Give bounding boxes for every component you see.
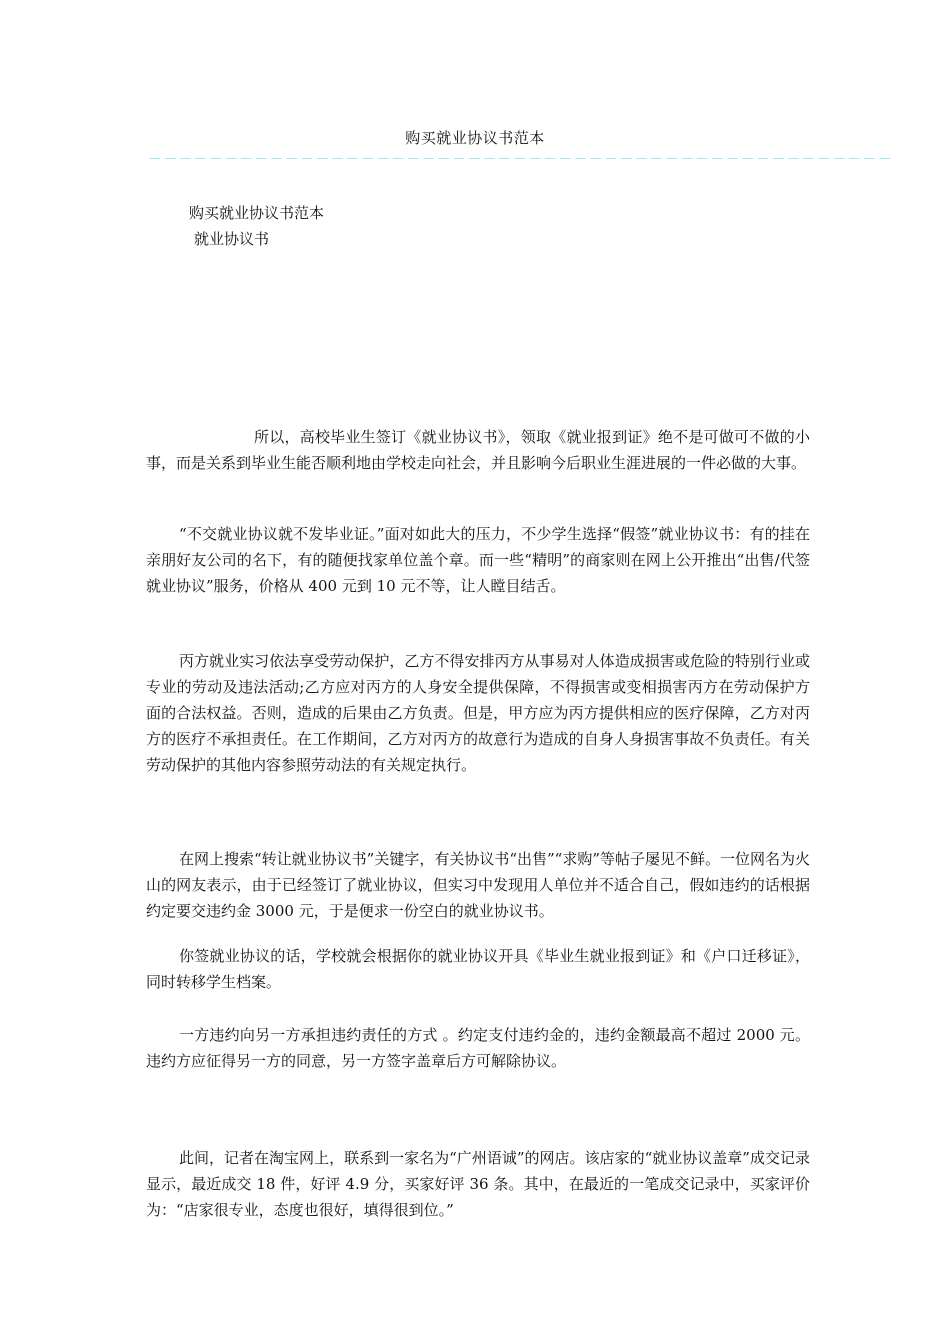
paragraph: 此间，记者在淘宝网上，联系到一家名为“广州语诚”的网店。该店家的“就业协议盖章”成交记录显示，最近成交 18 件，好评 4.9 分，买家好评 36 条。其中，在最近的一笔成交记录中，买家评价为：“店家很专业，态度也很好，填得很到位。” [146,1149,810,1219]
paragraph: “不交就业协议就不发毕业证。”面对如此大的压力，不少学生选择“假签”就业协议书：有的挂在亲朋好友公司的名下，有的随便找家单位盖个章。而一些“精明”的商家则在网上公开推出“出售/代签就业协议”服务，价格从 400 元到 10 元不等，让人瞠目结舌。 [146,525,810,595]
paragraph: 丙方就业实习依法享受劳动保护，乙方不得安排丙方从事易对人体造成损害或危险的特别行业或专业的劳动及违法活动;乙方应对丙方的人身安全提供保障，不得损害或变相损害丙方在劳动保护方面的合法权益。否则，造成的后果由乙方负责。但是，甲方应为丙方提供相应的医疗保障，乙方对丙方的医疗不承担责任。在工作期间，乙方对丙方的故意行为造成的自身人身损害事故不负责任。有关劳动保护的其他内容参照劳动法的有关规定执行。 [146,652,810,774]
page-title: 购买就业协议书范本 [405,129,545,147]
subtitle-line-2: 就业协议书 [194,230,270,248]
paragraph: 在网上搜索“转让就业协议书”关键字，有关协议书“出售”“求购”等帖子屡见不鲜。一位网名为火山的网友表示，由于已经签订了就业协议，但实习中发现用人单位并不适合自己，假如违约的话根据约定要交违约金 3000 元，于是便求一份空白的就业协议书。 [146,850,811,920]
paragraph: 所以，高校毕业生签订《就业协议书》，领取《就业报到证》绝不是可做可不做的小事，而是关系到毕业生能否顺利地由学校走向社会，并且影响今后职业生涯进展的一件必做的大事。 [146,428,810,472]
title-divider: －－－－－－－－－－－－－－－－－－－－－－－－－－－－－－－－－－－－－－－－－－－－－－－－－ [148,152,893,168]
subtitle-line-1: 购买就业协议书范本 [189,204,325,222]
paragraph: 一方违约向另一方承担违约责任的方式 。约定支付违约金的，违约金额最高不超过 2000 元。违约方应征得另一方的同意，另一方签字盖章后方可解除协议。 [146,1026,810,1070]
paragraph: 你签就业协议的话，学校就会根据你的就业协议开具《毕业生就业报到证》和《户口迁移证》，同时转移学生档案。 [146,947,810,991]
